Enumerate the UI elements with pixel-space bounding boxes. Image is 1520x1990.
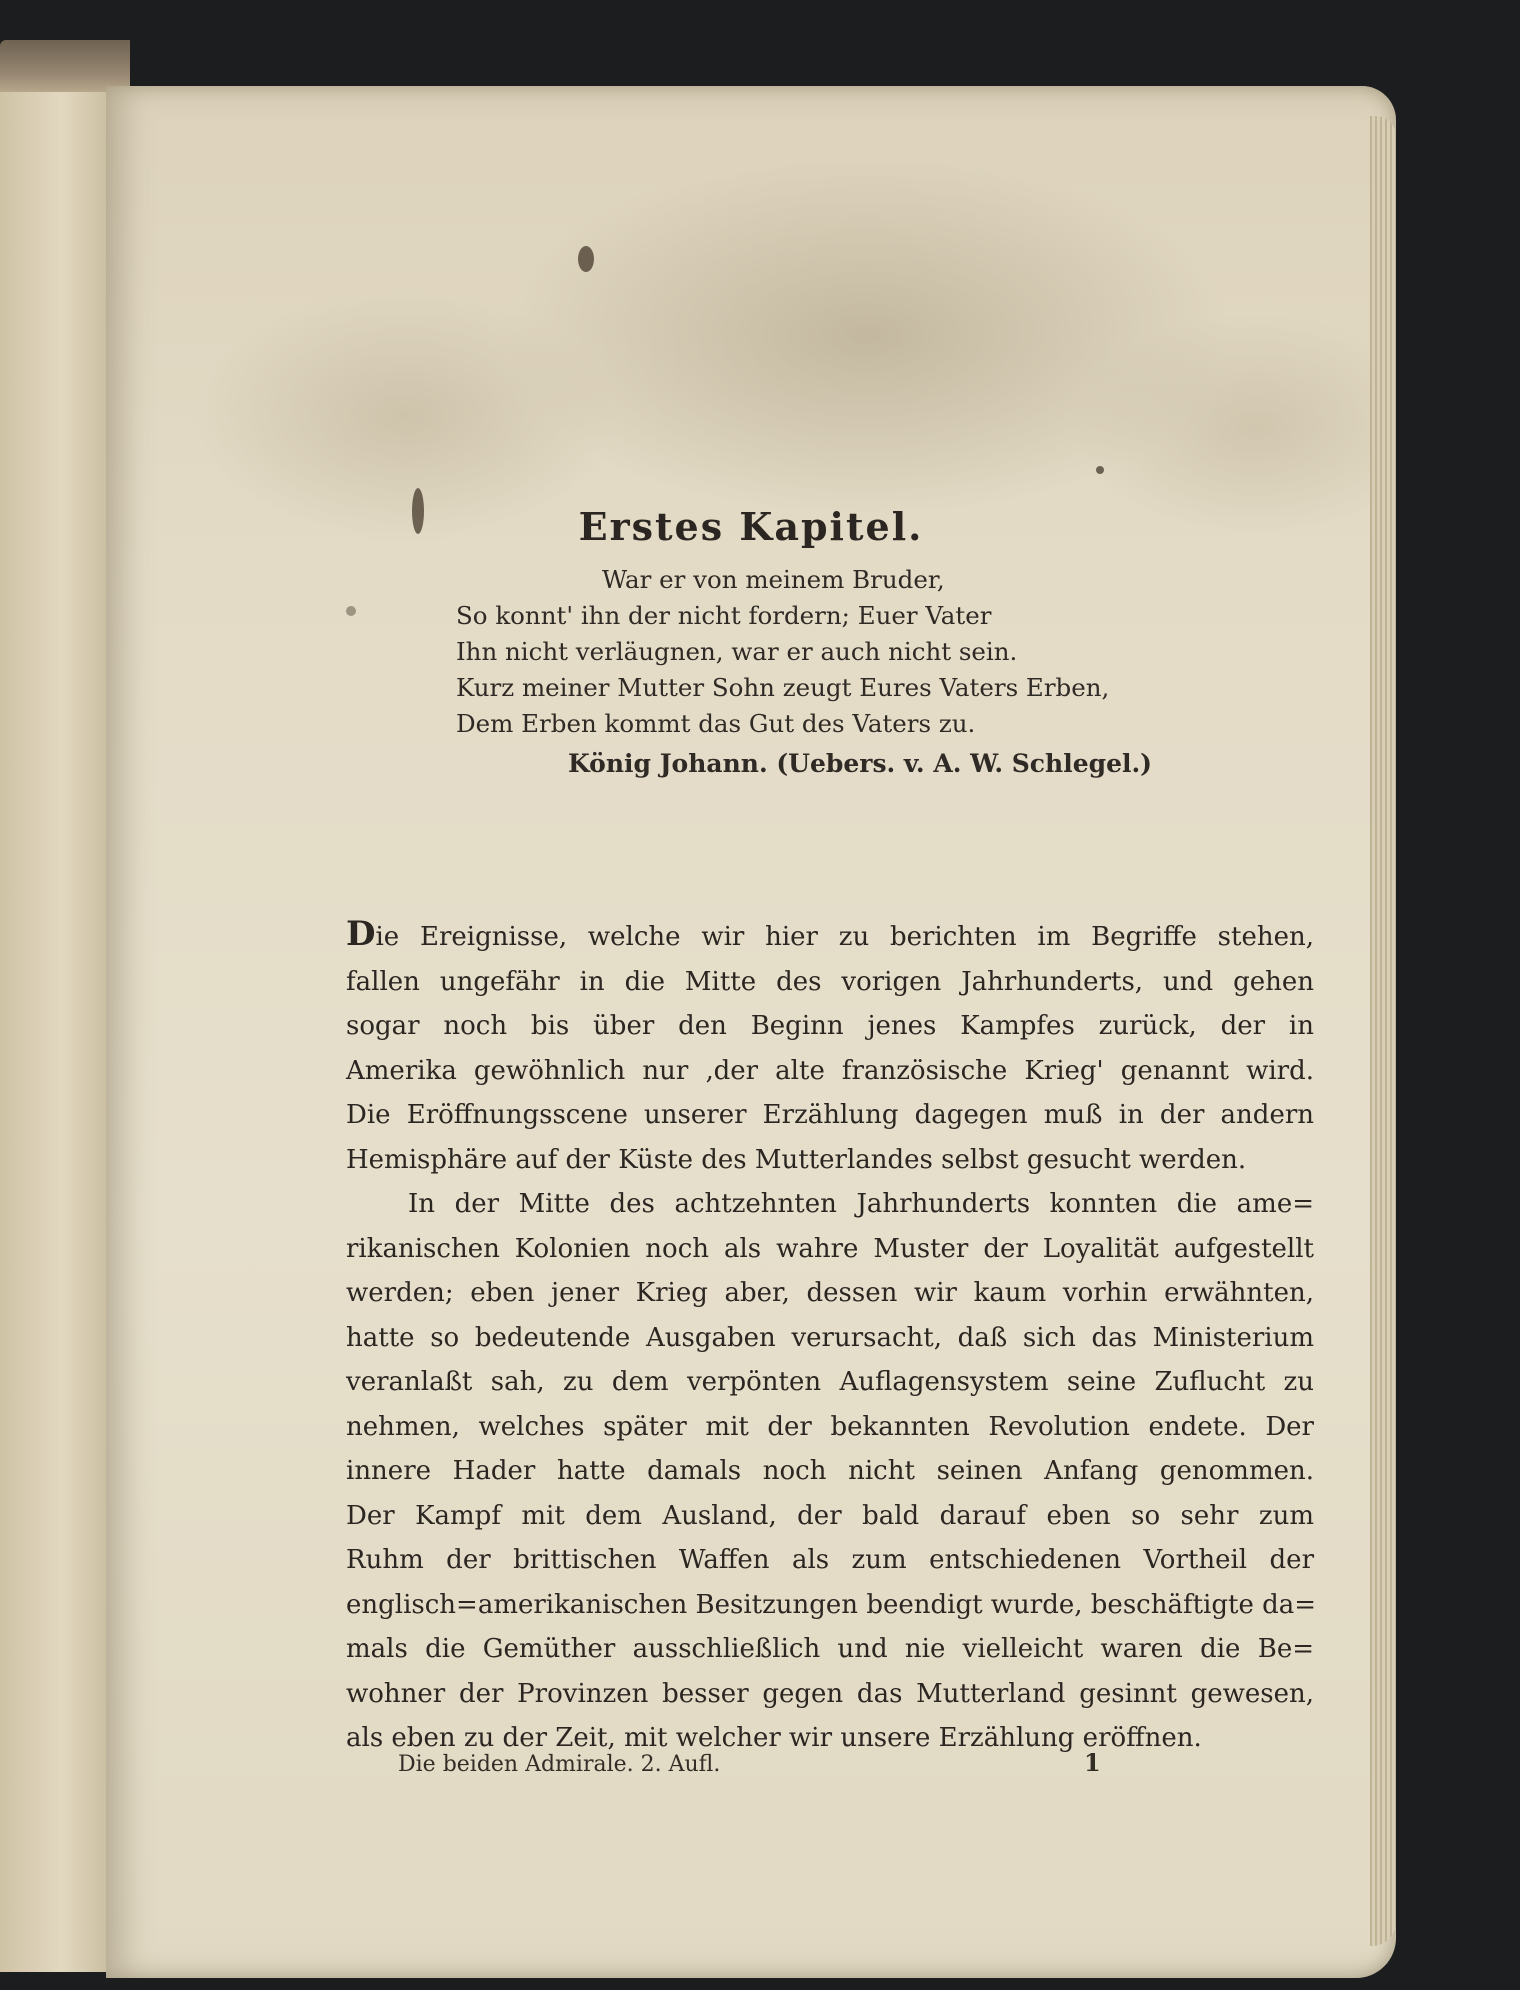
text-line: werden; eben jener Krieg aber, dessen wir kaum vorhin erwähnten, <box>346 1278 1314 1308</box>
epigraph-line: So konnt' ihn der nicht fordern; Euer Vater <box>456 601 992 630</box>
page-number: 1 <box>1084 1748 1101 1777</box>
epigraph-attribution: König Johann. (Uebers. v. A. W. Schlegel.) <box>568 749 1153 778</box>
paragraph <box>346 912 1314 1182</box>
ink-stain <box>1096 466 1104 474</box>
text-line: rikanischen Kolonien noch als wahre Muster der Loyalität aufgestellt <box>346 1233 1314 1264</box>
signature-mark: Die beiden Admirale. 2. Aufl. <box>398 1752 721 1777</box>
epigraph-line: Kurz meiner Mutter Sohn zeugt Eures Vaters Erben, <box>456 673 1110 702</box>
text-line: Die Eröffnungsscene unserer Erzählung dagegen muß in der andern <box>346 1100 1314 1130</box>
text-line: Der Kampf mit dem Ausland, der bald darauf eben so sehr zum <box>346 1500 1314 1531</box>
ink-stain <box>346 606 356 616</box>
text-line: veranlaßt sah, zu dem verpönten Auflagensystem seine Zuflucht zu <box>346 1367 1314 1397</box>
text-line: als eben zu der Zeit, mit welcher wir unsere Erzählung eröffnen. <box>346 1723 1202 1753</box>
book-page <box>106 86 1396 1978</box>
epigraph-line: Ihn nicht verläugnen, war er auch nicht sein. <box>456 637 1018 666</box>
text-line: englisch=amerikanischen Besitzungen beendigt wurde, beschäftigte da= <box>346 1589 1317 1620</box>
text-line: nehmen, welches später mit der bekannten Revolution endete. Der <box>346 1411 1314 1442</box>
paragraph <box>346 1182 1317 1761</box>
text-line: sogar noch bis über den Beginn jenes Kampfes zurück, der in <box>346 1011 1314 1041</box>
epigraph <box>456 562 1276 782</box>
chapter-body <box>346 912 1317 1761</box>
chapter-title: Erstes Kapitel. <box>578 504 924 549</box>
text-line: Hemisphäre auf der Küste des Mutterlandes selbst gesucht werden. <box>346 1144 1247 1175</box>
epigraph-line: Dem Erben kommt das Gut des Vaters zu. <box>456 709 976 738</box>
epigraph-line: War er von meinem Bruder, <box>602 565 945 594</box>
text-line: fallen ungefähr in die Mitte des vorigen Jahrhunderts, und gehen <box>346 966 1314 997</box>
text-line: mals die Gemüther ausschließlich und nie vielleicht waren die Be= <box>346 1634 1314 1664</box>
text-line: hatte so bedeutende Ausgaben verursacht, daß sich das Ministerium <box>346 1322 1314 1353</box>
drop-cap: D <box>346 914 376 954</box>
text-line <box>346 912 1314 960</box>
text-line: In der Mitte des achtzehnten Jahrhunderts konnten die ame= <box>408 1189 1314 1219</box>
text-line-content: ie Ereignisse, welche wir hier zu berichten im Begriffe stehen, <box>375 922 1314 952</box>
left-page-edge <box>0 92 114 1972</box>
ink-stain <box>578 246 594 272</box>
text-line: Ruhm der brittischen Waffen als zum entschiedenen Vortheil der <box>346 1545 1314 1575</box>
text-line: innere Hader hatte damals noch nicht seinen Anfang genommen. <box>346 1456 1314 1486</box>
page-fore-edge <box>1370 116 1396 1946</box>
text-line: wohner der Provinzen besser gegen das Mutterland gesinnt gewesen, <box>346 1678 1314 1709</box>
text-line: Amerika gewöhnlich nur ‚der alte französische Krieg' genannt wird. <box>346 1055 1314 1086</box>
